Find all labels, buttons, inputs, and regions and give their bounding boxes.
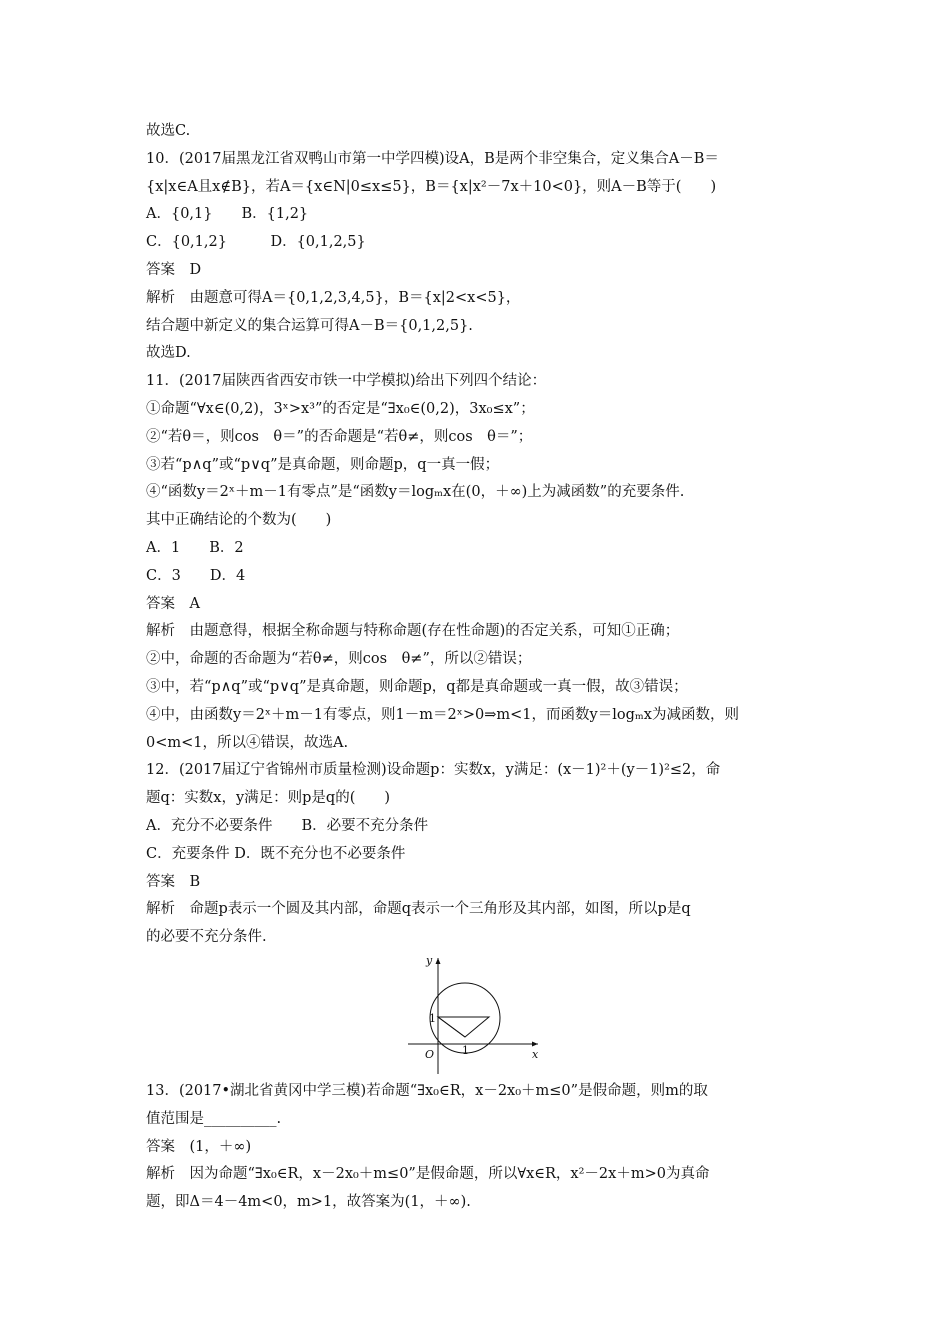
text-line: 解析 由题意得，根据全称命题与特称命题(存在性命题)的否定关系，可知①正确； — [146, 623, 680, 640]
document-page — [146, 118, 816, 1217]
x-axis-label: x — [532, 1047, 539, 1061]
text-line: C．充要条件 D．既不充分也不必要条件 — [146, 845, 406, 862]
triangle-inner-edge — [438, 1017, 465, 1037]
y-axis-arrow — [436, 958, 441, 964]
text-line: C．3 D．4 — [146, 567, 246, 584]
text-line: 10．(2017届黑龙江省双鸭山市第一中学四模)设A，B是两个非空集合，定义集合A－B＝ — [146, 150, 719, 167]
text-line: 答案 (1，＋∞) — [146, 1138, 252, 1155]
x-one-label: 1 — [462, 1043, 469, 1057]
figure-circle-triangle — [146, 952, 816, 1078]
triangle — [438, 1017, 489, 1037]
text-line: ③若“p∧q”或“p∨q”是真命题，则命题p，q一真一假； — [146, 456, 500, 473]
text-line: 13．(2017•湖北省黄冈中学三模)若命题“∃x₀∈R，x－2x₀＋m≤0”是假命题，则m的取 — [146, 1082, 708, 1099]
text-line: 0<m<1，所以④错误，故选A. — [146, 734, 349, 751]
text-line: ②中，命题的否命题为“若θ≠，则cos θ≠”，所以②错误； — [146, 651, 532, 668]
x-axis-arrow — [532, 1041, 538, 1046]
text-line: 答案 B — [146, 873, 201, 890]
text-line: 答案 D — [146, 261, 202, 278]
text-line: ③中，若“p∧q”或“p∨q”是真命题，则命题p，q都是真命题或一真一假，故③错误； — [146, 678, 688, 695]
text-line: C．{0,1,2} D．{0,1,2,5} — [146, 234, 366, 251]
text-line: A．1 B．2 — [146, 539, 244, 556]
text-line: ④“函数y＝2ˣ＋m－1有零点”是“函数y＝logₘx在(0，＋∞)上为减函数”的充要条件. — [146, 484, 685, 501]
text-block-before-figure — [146, 118, 816, 952]
text-line: 其中正确结论的个数为( ) — [146, 512, 332, 529]
origin-label: O — [425, 1047, 435, 1061]
text-line: ②“若θ＝，则cos θ＝”的否命题是“若θ≠，则cos θ＝”； — [146, 428, 533, 445]
y-one-label: 1 — [429, 1011, 436, 1025]
circle — [430, 983, 500, 1053]
text-line: 12．(2017届辽宁省锦州市质量检测)设命题p：实数x，y满足：(x－1)²＋(y－1)²≤2，命 — [146, 762, 721, 779]
text-block-after-figure — [146, 1078, 816, 1217]
text-line: ④中，由函数y＝2ˣ＋m－1有零点，则1－m＝2ˣ>0⇒m<1，而函数y＝logₘx为减函数，则 — [146, 706, 739, 723]
text-line: 答案 A — [146, 595, 200, 612]
text-line: 11．(2017届陕西省西安市铁一中学模拟)给出下列四个结论： — [146, 373, 547, 390]
text-line: 解析 因为命题“∃x₀∈R，x－2x₀＋m≤0”是假命题，所以∀x∈R，x²－2x＋m>0为真命 — [146, 1166, 710, 1183]
y-axis-label: y — [426, 953, 433, 967]
text-line: A．充分不必要条件 B．必要不充分条件 — [146, 817, 429, 834]
coordinate-figure — [396, 952, 546, 1078]
text-line: ①命题“∀x∈(0,2)，3ˣ>x³”的否定是“∃x₀∈(0,2)，3x₀≤x”； — [146, 400, 535, 417]
text-line: 的必要不充分条件. — [146, 929, 267, 946]
text-line: 故选D. — [146, 345, 191, 362]
text-line: A．{0,1} B．{1,2} — [146, 206, 309, 223]
text-line: 解析 命题p表示一个圆及其内部，命题q表示一个三角形及其内部，如图，所以p是q — [146, 901, 691, 918]
text-line: 解析 由题意可得A＝{0,1,2,3,4,5}，B＝{x|2<x<5}， — [146, 289, 521, 306]
text-line: 值范围是__________. — [146, 1110, 282, 1127]
text-line: 结合题中新定义的集合运算可得A－B＝{0,1,2,5}. — [146, 317, 473, 334]
text-line: 故选C. — [146, 123, 191, 139]
text-line: 题q：实数x，y满足：则p是q的( ) — [146, 790, 391, 807]
text-line: {x|x∈A且x∉B}，若A＝{x∈N|0≤x≤5}，B＝{x|x²－7x＋10<0}，则A－B等于( ) — [146, 178, 717, 195]
text-line: 题，即Δ＝4－4m<0，m>1，故答案为(1，＋∞). — [146, 1194, 471, 1211]
